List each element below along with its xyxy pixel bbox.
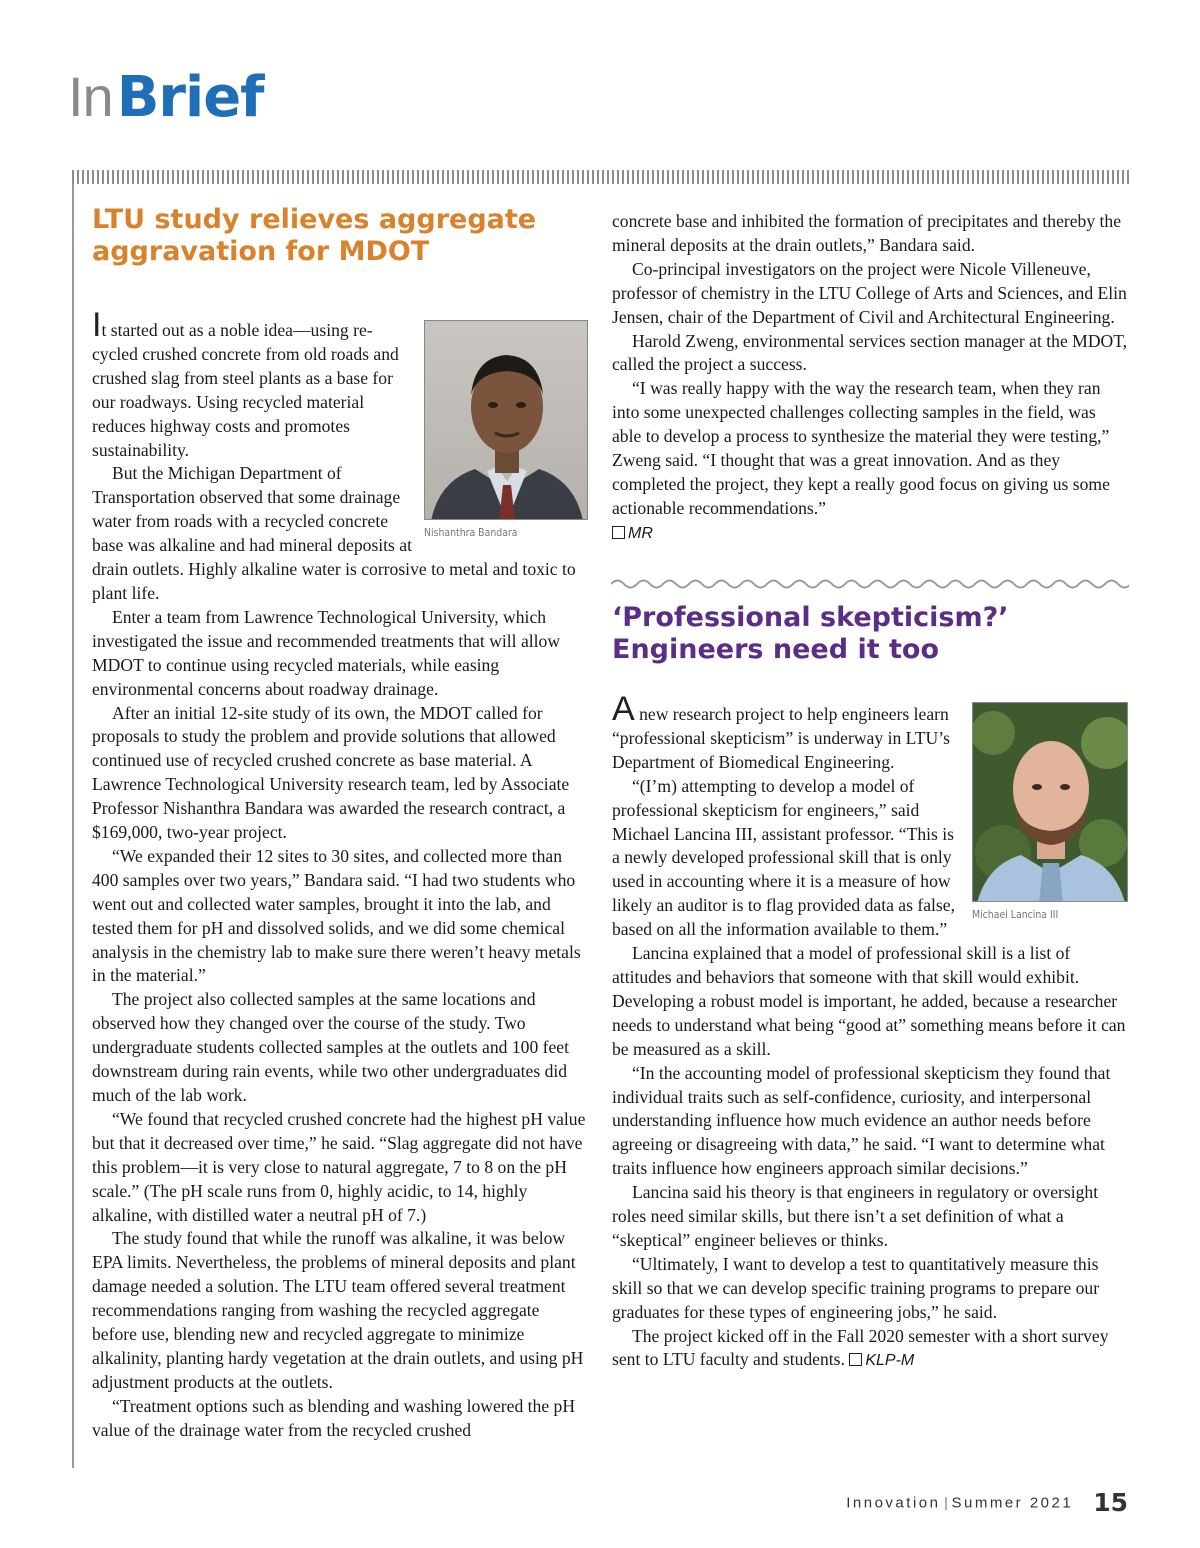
bandara-caption: Nishanthra Bandara — [424, 526, 518, 539]
story1-continued-paragraph: concrete base and inhibited the formation of precipitates and thereby the mineral deposits at the drain outlets,” Bandara said. — [612, 211, 1122, 255]
story2-headline-line1: ‘Professional skepticism?’ — [612, 602, 1009, 633]
wavy-divider — [611, 577, 1129, 591]
story1-column — [92, 204, 588, 1443]
masthead-in: In — [68, 65, 113, 128]
story1-headline-line2: aggravation for MDOT — [92, 236, 430, 267]
footer-publication: Innovation — [846, 1494, 941, 1512]
tick-ruler-divider — [72, 170, 1130, 184]
story2-paragraph: “(I’m) attempting to develop a model of professional skepticism for engineers,” said Michael Lancina III, assistant professor. “This is a newly developed professional skill that is only used in accounting where it is a measure of how likely an auditor is to flag provided data as false, based on all the information available to them.” — [612, 775, 955, 940]
story1-paragraph: The study found that while the runoff was alkaline, it was below EPA limits. Nevertheless, the problems of mineral deposits and plant damage needed a solution. The LTU team offered several treatment recommendations ranging from washing the recycled aggregate before use, blending new and recycled aggregate to minimize alkalinity, planting hardy vegetation at the drain outlets, and using pH adjustment products at the outlets. — [92, 1228, 584, 1392]
portrait-photo-icon — [425, 321, 588, 520]
story1-continued-paragraph: Co-principal investigators on the project were Nicole Villeneuve, professor of chemistry in the LTU College of Arts and Sciences, and Elin Jensen, chair of the Department of Civil and Architectural Engineering. — [612, 258, 1127, 327]
story1-paragraph: It started out as a noble idea—using recycled crushed concrete from old roads and crushed slag from steel plants as a base for our roadways. Using recycled material reduces highway costs and promotes sustainability. — [92, 306, 399, 460]
page-number: 15 — [1093, 1488, 1128, 1518]
story2-paragraph: “In the accounting model of professional skepticism they found that individual traits such as self-confidence, curiosity, and interpersonal understanding influence how much evidence an author needs before agreeing or disagreeing with data,” he said. “I want to determine what traits influence how engineers approach similar decisions.” — [612, 1062, 1111, 1179]
page-footer — [846, 1488, 1128, 1518]
masthead-brief: Brief — [116, 65, 264, 130]
story2-paragraph: “Ultimately, I want to develop a test to quantitatively measure this skill so that we can develop specific training programs to prepare our graduates for these types of engineering jobs,” he said. — [612, 1253, 1100, 1322]
story1-paragraph: Enter a team from Lawrence Technological University, which investigated the issue and recommended treatments that will allow MDOT to continue using recycled materials, while easing environmental concerns about roadway drainage. — [92, 606, 561, 699]
story1-dropcap: I — [92, 306, 102, 344]
lancina-caption: Michael Lancina III — [972, 908, 1059, 921]
story1-signoff: MR — [612, 521, 1128, 546]
bandara-photo — [424, 320, 588, 539]
portrait-photo-icon — [973, 703, 1128, 902]
story1-paragraph: “We found that recycled crushed concrete had the highest pH value but that it decreased over time,” he said. “Slag aggregate did not have this problem—it is very close to natural aggregate, 7 to 8 on the pH scale.” (The pH scale runs from 0, highly acidic, to 14, highly alkaline, with distilled water a neutral pH of 7.) — [92, 1108, 586, 1225]
story1-continued-column — [612, 210, 1128, 546]
end-mark-icon — [849, 1353, 862, 1366]
story2-dropcap: A — [612, 690, 635, 728]
lancina-photo — [972, 702, 1128, 921]
story1-paragraph: “We expanded their 12 sites to 30 sites, and collected more than 400 samples over two years,” Bandara said. “I had two students who went out and collected water samples, brought it into the lab, and tested them for pH and dissolved solids, and we did some chemical analysis in the chemistry lab to make sure there weren’t heavy metals in the material.” — [92, 845, 581, 986]
story2-paragraph: Lancina explained that a model of professional skill is a list of attitudes and behaviors that someone with that skill would exhibit. Developing a robust model is important, he added, because a researcher needs to understand what being “good at” something means before it can be measured as a skill. — [612, 943, 1126, 1059]
story1-paragraph: But the Michigan Department of Transportation observed that some drainage water from roads with a recycled concrete base was alkaline and had mineral deposits at drain outlets. Highly alkaline water is corrosive to metal and toxic to plant life. — [92, 463, 576, 603]
footer-separator: | — [944, 1495, 948, 1512]
story2-paragraph: Lancina said his theory is that engineers in regulatory or oversight roles need similar skills, but there isn’t a set definition of what a “skeptical” engineer believes or thinks. — [612, 1182, 1099, 1250]
bandara-portrait — [424, 320, 588, 520]
story2-headline — [612, 602, 1128, 666]
story1-continued-paragraph: Harold Zweng, environmental services section manager at the MDOT, called the project a success. — [612, 330, 1128, 375]
left-vertical-rule — [72, 184, 74, 1468]
story1-headline — [92, 204, 588, 268]
story1-paragraph: After an initial 12-site study of its own, the MDOT called for proposals to study the problem and provide solutions that allowed continued use of recycled crushed concrete as base material. A Lawrence Technological University research team, led by Associate Professor Nishanthra Bandara was awarded the research contract, a $169,000, two-year project. — [92, 702, 570, 843]
story1-continued-paragraph: “I was really happy with the way the research team, when they ran into some unexpected challenges collecting samples in the field, was able to develop a process to synthesize the material they were testing,” Zweng said. “I thought that was a great innovation. And as they completed the project, they kept a really good focus on giving us some actionable recommendations.” — [612, 378, 1110, 518]
end-mark-icon — [612, 526, 625, 539]
footer-issue: Summer 2021 — [951, 1494, 1074, 1512]
story1-paragraph: “Treatment options such as blending and washing lowered the pH value of the drainage water from the recycled crushed — [92, 1395, 576, 1440]
story2-column — [612, 602, 1128, 1373]
lancina-portrait — [972, 702, 1128, 902]
story1-headline-line1: LTU study relieves aggregate — [92, 204, 537, 235]
section-masthead — [68, 62, 264, 132]
story1-paragraph: The project also collected samples at the same locations and observed how they changed over the course of the study. Two undergraduate students collected samples at the outlets and 100 feet downstream during rain events, while two other undergraduates did much of the lab work. — [92, 989, 569, 1105]
story2-paragraph: A new research project to help engineers learn “professional skepticism” is underway in LTU’s Department of Biomedical Engineering. — [612, 690, 950, 772]
story2-headline-line2: Engineers need it too — [612, 634, 940, 665]
story2-last-paragraph: The project kicked off in the Fall 2020 semester with a short survey sent to LTU faculty and students. KLP-M — [612, 1325, 1109, 1370]
